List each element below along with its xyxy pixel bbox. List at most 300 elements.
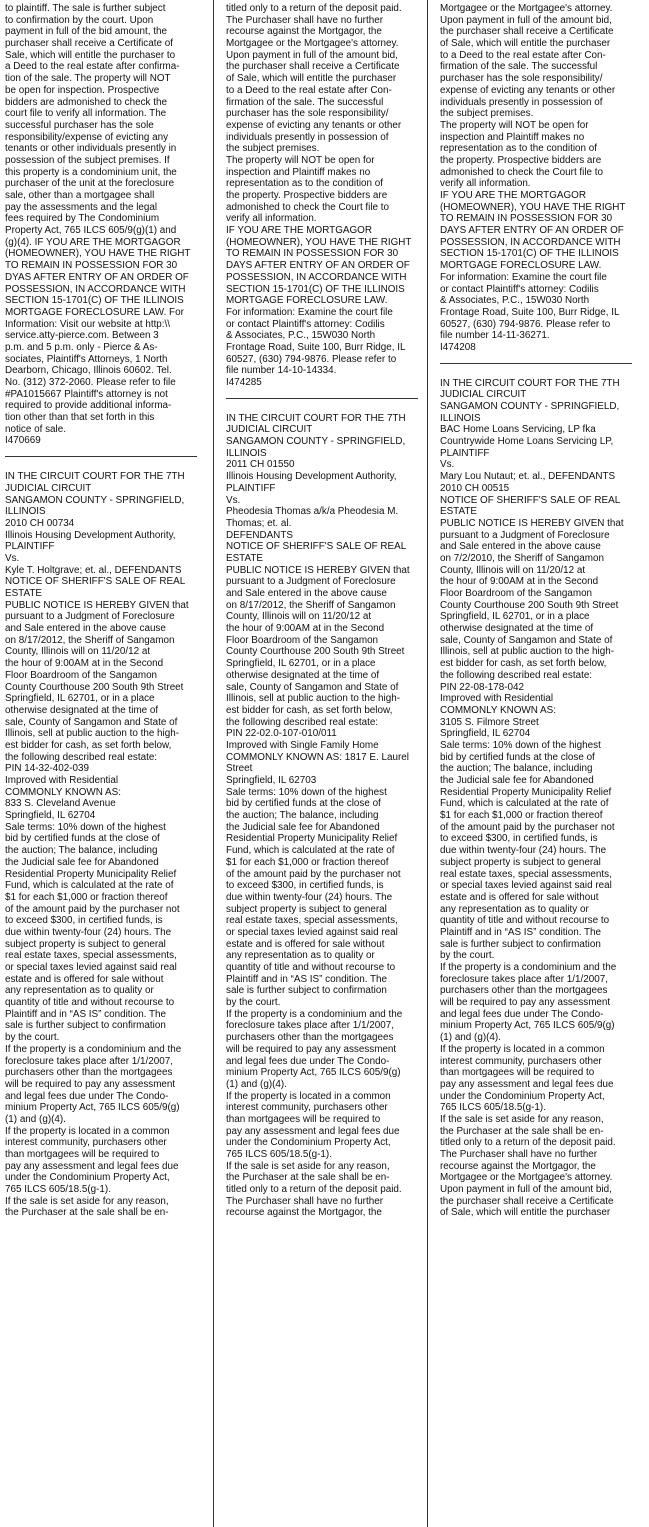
notice-line: purchaser has the sole responsibility/ bbox=[440, 73, 603, 85]
column-3 bbox=[440, 3, 635, 1219]
notice-line: this property is a condominium unit, the bbox=[5, 166, 177, 178]
notice-line: pay the assessments and the legal bbox=[5, 201, 158, 213]
notice-line: to exceed $300, in certified funds, is bbox=[226, 880, 384, 892]
notice-line: SECTION 15-1701(C) OF THE ILLINOIS bbox=[226, 283, 405, 295]
notice-line: DYAS AFTER ENTRY OF AN ORDER OF bbox=[5, 271, 189, 283]
notice-line: real estate taxes, special assessments, bbox=[440, 868, 612, 880]
notice-line: PLAINTIFF bbox=[5, 541, 55, 553]
notice-line: County Courthouse 200 South 9th Street bbox=[440, 599, 619, 611]
notice-line: 765 ILCS 605/18.5(g-1). bbox=[440, 1102, 546, 1114]
notice-line: the following described real estate: bbox=[5, 751, 158, 763]
notice-line: est bidder for cash, as set forth below, bbox=[440, 658, 607, 670]
notice-line: Floor Boardroom of the Sangamon bbox=[226, 634, 379, 646]
notice-line: Street bbox=[226, 763, 253, 775]
notice-line: ESTATE bbox=[5, 588, 42, 599]
notice-line: the hour of 9:00AM at in the Second bbox=[5, 658, 164, 670]
notice-line: Property Act, 765 ILCS 605/9(g)(1) and bbox=[5, 225, 177, 237]
notice-line: Residential Property Municipality Relief bbox=[5, 868, 177, 880]
notice-line: County, Illinois will on 11/20/12 at bbox=[5, 646, 151, 658]
notice-line: Upon payment in full of the amount bid, bbox=[440, 1184, 612, 1196]
notice-line: will be required to pay any assessment bbox=[226, 1043, 397, 1055]
notice-line: Springfield, IL 62701, or in a place bbox=[5, 693, 155, 705]
notice-line: BAC Home Loans Servicing, LP fka bbox=[440, 424, 596, 436]
notice-line: COMMONLY KNOWN AS: 1817 E. Laurel bbox=[226, 751, 409, 763]
notice-line: of the amount paid by the purchaser not bbox=[440, 821, 615, 833]
notice-line: If the sale is set aside for any reason, bbox=[5, 1195, 169, 1207]
notice-line: verify all information. bbox=[226, 213, 317, 225]
notice-line: Upon payment in full of the amount bid, bbox=[226, 49, 398, 61]
notice-line: on 8/17/2012, the Sheriff of Sangamon bbox=[226, 599, 396, 611]
notice-line: ESTATE bbox=[440, 506, 477, 518]
notice-line: Floor Boardroom of the Sangamon bbox=[5, 669, 158, 681]
notice-line: SECTION 15-1701(C) OF THE ILLINOIS bbox=[440, 248, 619, 260]
notice-line: foreclosure takes place after 1/1/2007, bbox=[226, 1020, 394, 1032]
notice-line: tenants or other individuals presently in bbox=[5, 143, 177, 155]
notice-line: Vs. bbox=[440, 459, 455, 471]
notice-line: #PA1015667 Plaintiff's attorney is not bbox=[5, 388, 168, 400]
notice-line: IN THE CIRCUIT COURT FOR THE 7TH bbox=[440, 377, 620, 389]
notice-line: tion other than that set forth in this bbox=[5, 412, 155, 424]
notice-line: If the property is a condominium and the bbox=[440, 962, 617, 973]
notice-line: the subject premises. bbox=[226, 143, 320, 155]
notice-line: to a Deed to the real estate after Con- bbox=[226, 84, 392, 96]
notice-line: est bidder for cash, as set forth below, bbox=[226, 704, 393, 716]
notice-line: or special taxes levied against said real bbox=[5, 962, 177, 973]
notice-line: est bidder for cash, as set forth below, bbox=[5, 739, 172, 751]
notice-line: (HOMEOWNER), YOU HAVE THE RIGHT bbox=[5, 248, 191, 260]
notice-line: Vs. bbox=[226, 494, 241, 506]
notice-line: quantity of title and without recourse to bbox=[5, 997, 175, 1009]
notice-line: the property. Prospective bidders are bbox=[226, 190, 388, 201]
notice-line: sale is further subject to confirmation bbox=[226, 985, 387, 997]
notice-line: Mortgagee or the Mortgagee's attorney. bbox=[226, 38, 399, 50]
notice-line: of Sale, which will entitle the purchaser bbox=[226, 73, 397, 85]
notice-line: (1) and (g)(4). bbox=[5, 1113, 66, 1125]
notice-line: I474208 bbox=[440, 341, 476, 353]
notice-line: JUDICIAL CIRCUIT bbox=[440, 389, 527, 401]
notice-line: Springfield, IL 62704 bbox=[440, 728, 531, 740]
notice-line: individuals presently in possession of bbox=[226, 131, 389, 143]
notice-line: If the property is a condominium and the bbox=[5, 1043, 182, 1055]
notice-line: County Courthouse 200 South 9th Street bbox=[226, 646, 405, 658]
notice-line: DAYS AFTER ENTRY OF AN ORDER OF bbox=[226, 260, 410, 272]
notice-line: the property. Prospective bidders are bbox=[440, 154, 602, 166]
notice-line: firmation of the sale. The successful bbox=[440, 61, 598, 73]
notice-line: purchaser of the unit at the foreclosure bbox=[5, 178, 175, 190]
notice-line: purchaser has the sole responsibility/ bbox=[226, 108, 389, 120]
notice-line: I470669 bbox=[5, 435, 41, 447]
notice-separator bbox=[226, 398, 418, 399]
notice-line: than mortgagees will be required to bbox=[5, 1149, 160, 1160]
notice-line: the Purchaser at the sale shall be en- bbox=[440, 1125, 604, 1137]
notice-line: the purchaser shall receive a Certificate bbox=[440, 1195, 614, 1207]
column-divider bbox=[427, 0, 428, 1527]
notice-line: or contact Plaintiff's attorney: Codilis bbox=[226, 318, 385, 330]
notice-line: bid by certified funds at the close of bbox=[5, 833, 160, 845]
notice-line: 833 S. Cleveland Avenue bbox=[5, 798, 116, 810]
notice-line: Fund, which is calculated at the rate of bbox=[226, 845, 395, 857]
notice-line: any representation as to quality or bbox=[226, 950, 375, 962]
notice-line: 2011 CH 01550 bbox=[226, 459, 295, 471]
notice-line: quantity of title and without recourse to bbox=[226, 962, 396, 973]
notice-line: foreclosure takes place after 1/1/2007, bbox=[440, 973, 608, 985]
notice-line: (1) and (g)(4). bbox=[440, 1032, 501, 1044]
notice-line: any representation as to quality or bbox=[440, 903, 589, 915]
legal-notice bbox=[5, 3, 200, 447]
notice-line: be open for inspection. Prospective bbox=[5, 84, 160, 96]
notice-line: to exceed $300, in certified funds, is bbox=[440, 833, 598, 845]
notice-line: NOTICE OF SHERIFF'S SALE OF REAL bbox=[5, 576, 186, 588]
notice-line: TO REMAIN IN POSSESSION FOR 30 bbox=[5, 260, 178, 272]
notice-line: or contact Plaintiff's attorney: Codilis bbox=[440, 283, 599, 295]
notice-line: SANGAMON COUNTY - SPRINGFIELD, bbox=[440, 401, 620, 412]
notice-line: titled only to a return of the deposit paid. bbox=[440, 1137, 616, 1149]
notice-line: to confirmation by the court. Upon bbox=[5, 14, 154, 26]
notice-line: file number 14-10-14334. bbox=[226, 365, 337, 377]
notice-line: quantity of title and without recourse to bbox=[440, 915, 610, 927]
notice-line: file number 14-11-36271. bbox=[440, 330, 550, 342]
notice-line: otherwise designated at the time of bbox=[5, 704, 159, 716]
notice-line: 3105 S. Filmore Street bbox=[440, 716, 539, 728]
notice-line: will be required to pay any assessment bbox=[440, 997, 611, 1009]
notice-line: COMMONLY KNOWN AS: bbox=[440, 704, 556, 716]
notice-line: the Judicial sale fee for Abandoned bbox=[440, 775, 594, 786]
notice-line: IF YOU ARE THE MORTGAGOR bbox=[226, 225, 372, 237]
notice-line: court file to verify all information. The bbox=[5, 108, 167, 120]
legal-notice bbox=[440, 378, 635, 1220]
notice-line: County Courthouse 200 South 9th Street bbox=[5, 681, 184, 693]
notice-line: interest community, purchasers other bbox=[5, 1137, 167, 1149]
notice-line: Illinois, sell at public auction to the high- bbox=[5, 728, 180, 740]
notice-line: the Judicial sale fee for Abandoned bbox=[5, 856, 159, 868]
notice-line: MORTGAGE FORECLOSURE LAW. bbox=[440, 260, 602, 272]
notice-line: Plaintiff and in “AS IS” condition. The bbox=[226, 973, 388, 985]
notice-line: (HOMEOWNER), YOU HAVE THE RIGHT bbox=[440, 201, 626, 213]
notice-line: NOTICE OF SHERIFF'S SALE OF REAL bbox=[226, 541, 407, 553]
notice-line: estate and is offered for sale without bbox=[5, 973, 164, 985]
notice-line: Illinois Housing Development Authority, bbox=[226, 471, 397, 483]
notice-line: recourse against the Mortgagor, the bbox=[226, 26, 382, 38]
notice-line: the hour of 9:00AM at in the Second bbox=[440, 576, 599, 588]
notice-line: the following described real estate: bbox=[440, 669, 593, 681]
notice-line: sale, County of Sangamon and State of bbox=[440, 634, 613, 646]
notice-line: Sale, which will entitle the purchaser to bbox=[5, 49, 176, 61]
notice-line: 2010 CH 00515 bbox=[440, 482, 510, 494]
notice-line: the subject premises. bbox=[440, 108, 534, 120]
notice-line: POSSESSION, IN ACCORDANCE WITH bbox=[440, 236, 621, 248]
notice-line: Fund, which is calculated at the rate of bbox=[5, 880, 174, 892]
notice-line: County, Illinois will on 11/20/12 at bbox=[440, 564, 586, 576]
notice-line: 60527, (630) 794-9876. Please refer to bbox=[440, 318, 611, 330]
notice-line: p.m. and 5 p.m. only - Pierce & As- bbox=[5, 341, 158, 353]
notice-line: due within twenty-four (24) hours. The bbox=[440, 845, 607, 857]
notice-line: to plaintiff. The sale is further subject bbox=[5, 3, 166, 14]
notice-line: PLAINTIFF bbox=[226, 482, 276, 494]
notice-line: Plaintiff and in “AS IS” condition. The bbox=[5, 1008, 167, 1020]
notice-line: DEFENDANTS bbox=[226, 529, 293, 541]
notice-line: firmation of the sale. The successful bbox=[226, 96, 384, 108]
notice-line: If the sale is set aside for any reason, bbox=[440, 1113, 604, 1125]
notice-line: Mortgagee or the Mortgagee's attorney. bbox=[440, 1172, 613, 1184]
notice-line: ILLINOIS bbox=[5, 506, 46, 518]
notice-line: to exceed $300, in certified funds, is bbox=[5, 915, 163, 927]
notice-line: expense of evicting any tenants or other bbox=[440, 84, 616, 96]
notice-line: bid by certified funds at the close of bbox=[440, 751, 595, 763]
notice-line: Mortgagee or the Mortgagee's attorney. bbox=[440, 3, 613, 14]
notice-line: purchasers other than the mortgagees bbox=[226, 1032, 394, 1044]
notice-line: MORTGAGE FORECLOSURE LAW. bbox=[226, 295, 388, 307]
notice-line: bid by certified funds at the close of bbox=[226, 798, 381, 810]
notice-line: Sale terms: 10% down of the highest bbox=[440, 739, 601, 751]
notice-line: under the Condominium Property Act, bbox=[440, 1090, 605, 1102]
notice-line: PUBLIC NOTICE IS HEREBY GIVEN that bbox=[5, 599, 189, 611]
notice-line: pay any assessment and legal fees due bbox=[226, 1125, 400, 1137]
notice-line: due within twenty-four (24) hours. The bbox=[226, 891, 393, 903]
notice-line: the Purchaser at the sale shall be en- bbox=[226, 1172, 390, 1184]
notice-line: tion of the sale. The property will NOT bbox=[5, 73, 171, 85]
notice-line: Pheodesia Thomas a/k/a Pheodesia M. bbox=[226, 506, 399, 518]
notice-line: Plaintiff and in “AS IS” condition. The bbox=[440, 926, 602, 938]
legal-notice bbox=[226, 413, 421, 1219]
notice-line: interest community, purchasers other bbox=[440, 1055, 602, 1067]
notice-line: No. (312) 372-2060. Please refer to file bbox=[5, 377, 176, 388]
notice-line: sociates, Plaintiff's Attorneys, 1 North bbox=[5, 353, 168, 365]
notice-line: & Associates, P.C., 15W030 North bbox=[226, 330, 376, 342]
notice-line: the Judicial sale fee for Abandoned bbox=[226, 821, 380, 833]
notice-line: JUDICIAL CIRCUIT bbox=[5, 482, 92, 494]
notice-line: sale is further subject to confirmation bbox=[440, 938, 601, 950]
notice-line: minium Property Act, 765 ILCS 605/9(g) bbox=[440, 1020, 615, 1032]
notice-line: Thomas; et. al. bbox=[226, 517, 292, 529]
notice-line: due within twenty-four (24) hours. The bbox=[5, 926, 172, 938]
notice-line: (1) and (g)(4). bbox=[226, 1078, 287, 1090]
notice-line: real estate taxes, special assessments, bbox=[5, 950, 177, 962]
notice-line: titled only to a return of the deposit paid. bbox=[226, 1184, 402, 1196]
notice-line: and legal fees due under The Condo- bbox=[226, 1055, 390, 1067]
notice-line: inspection and Plaintiff makes no bbox=[226, 166, 371, 178]
notice-line: estate and is offered for sale without bbox=[440, 891, 599, 903]
notice-line: IN THE CIRCUIT COURT FOR THE 7TH bbox=[5, 471, 185, 483]
notice-line: Improved with Single Family Home bbox=[226, 739, 379, 751]
notice-line: If the property is located in a common bbox=[5, 1125, 170, 1137]
notice-line: recourse against the Mortgagor, the bbox=[440, 1160, 596, 1172]
notice-line: Springfield, IL 62701, or in a place bbox=[226, 658, 376, 670]
notice-line: Improved with Residential bbox=[5, 775, 119, 786]
notice-line: by the court. bbox=[226, 997, 281, 1009]
notice-line: The Purchaser shall have no further bbox=[226, 14, 383, 26]
notice-line: Illinois, sell at public auction to the high- bbox=[440, 646, 615, 658]
notice-line: NOTICE OF SHERIFF'S SALE OF REAL bbox=[440, 494, 621, 506]
notice-line: subject property is subject to general bbox=[440, 856, 601, 868]
notice-line: IF YOU ARE THE MORTGAGOR bbox=[440, 190, 586, 201]
notice-line: purchasers other than the mortgagees bbox=[440, 985, 608, 997]
notice-line: The property will NOT be open for bbox=[226, 154, 375, 166]
notice-line: Illinois Housing Development Authority, bbox=[5, 529, 176, 541]
notice-line: 765 ILCS 605/18.5(g-1). bbox=[5, 1184, 111, 1196]
notice-line: subject property is subject to general bbox=[226, 903, 387, 915]
notice-line: will be required to pay any assessment bbox=[5, 1078, 176, 1090]
notice-line: estate and is offered for sale without bbox=[226, 938, 385, 950]
notice-line: PLAINTIFF bbox=[440, 447, 490, 459]
notice-line: or special taxes levied against said real bbox=[226, 926, 398, 938]
notice-line: Kyle T. Holtgrave; et. al., DEFENDANTS bbox=[5, 564, 182, 576]
notice-line: any representation as to quality or bbox=[5, 985, 154, 997]
notice-line: representation as to the condition of bbox=[440, 143, 598, 155]
notice-line: The Purchaser shall have no further bbox=[440, 1149, 597, 1160]
notice-line: $1 for each $1,000 or fraction thereof bbox=[5, 891, 168, 903]
notice-line: sale, County of Sangamon and State of bbox=[5, 716, 178, 728]
notice-line: sale, County of Sangamon and State of bbox=[226, 681, 399, 693]
notice-line: Frontage Road, Suite 100, Burr Ridge, IL bbox=[226, 341, 406, 353]
notice-line: the purchaser shall receive a Certificate bbox=[440, 26, 614, 38]
notice-line: Fund, which is calculated at the rate of bbox=[440, 798, 609, 810]
notice-line: on 7/2/2010, the Sheriff of Sangamon bbox=[440, 552, 604, 564]
notice-line: interest community, purchasers other bbox=[226, 1102, 388, 1114]
legal-notice bbox=[440, 3, 635, 354]
notice-line: expense of evicting any tenants or other bbox=[226, 119, 402, 131]
notice-line: recourse against the Mortgagor, the bbox=[226, 1207, 382, 1219]
legal-notice bbox=[5, 471, 200, 1219]
notice-line: real estate taxes, special assessments, bbox=[226, 915, 398, 927]
notice-line: notice of sale. bbox=[5, 423, 66, 435]
notice-line: SANGAMON COUNTY - SPRINGFIELD, bbox=[5, 494, 185, 506]
notice-line: SANGAMON COUNTY - SPRINGFIELD, bbox=[226, 436, 406, 448]
notice-line: POSSESSION, IN ACCORDANCE WITH bbox=[226, 271, 407, 283]
notice-line: admonished to check the Court file to bbox=[440, 166, 604, 178]
notice-line: IN THE CIRCUIT COURT FOR THE 7TH bbox=[226, 412, 406, 424]
notice-line: and legal fees due under The Condo- bbox=[5, 1090, 169, 1102]
notice-line: the following described real estate: bbox=[226, 716, 379, 728]
notice-line: the auction; The balance, including bbox=[5, 845, 158, 857]
notice-line: PIN 14-32-402-039 bbox=[5, 763, 89, 775]
notice-line: If the property is a condominium and the bbox=[226, 1008, 403, 1020]
notice-line: PIN 22-02.0-107-010/011 bbox=[226, 728, 337, 740]
notice-line: successful purchaser has the sole bbox=[5, 119, 154, 131]
notice-line: purchasers other than the mortgagees bbox=[5, 1067, 173, 1079]
notice-line: by the court. bbox=[5, 1032, 60, 1044]
notice-line: minium Property Act, 765 ILCS 605/9(g) bbox=[226, 1067, 401, 1079]
notice-line: TO REMAIN IN POSSESSION FOR 30 bbox=[226, 248, 399, 260]
notice-line: or special taxes levied against said real bbox=[440, 880, 612, 892]
notice-line: inspection and Plaintiff makes no bbox=[440, 131, 585, 143]
notice-line: under the Condominium Property Act, bbox=[5, 1172, 170, 1184]
notice-line: foreclosure takes place after 1/1/2007, bbox=[5, 1055, 173, 1067]
notice-line: ESTATE bbox=[226, 552, 263, 564]
column-divider bbox=[213, 0, 214, 1527]
notice-line: fees required by The Condominium bbox=[5, 213, 160, 225]
notice-line: sale is further subject to confirmation bbox=[5, 1020, 166, 1032]
notice-line: 2010 CH 00734 bbox=[5, 517, 75, 529]
notice-line: Springfield, IL 62704 bbox=[5, 810, 96, 822]
notice-separator bbox=[5, 456, 197, 457]
notice-line: SECTION 15-1701(C) OF THE ILLINOIS bbox=[5, 295, 184, 307]
notice-line: by the court. bbox=[440, 950, 495, 962]
notice-line: responsibility/expense of evicting any bbox=[5, 131, 169, 143]
notice-line: The Purchaser shall have no further bbox=[226, 1195, 383, 1207]
notice-line: than mortgagees will be required to bbox=[440, 1067, 595, 1079]
notice-line: titled only to a return of the deposit paid. bbox=[226, 3, 402, 14]
notice-line: DAYS AFTER ENTRY OF AN ORDER OF bbox=[440, 225, 624, 237]
notice-line: Improved with Residential bbox=[440, 693, 554, 705]
notice-line: pursuant to a Judgment of Foreclosure bbox=[226, 576, 396, 588]
notice-line: to a Deed to the real estate after Con- bbox=[440, 49, 606, 61]
notice-line: the auction; The balance, including bbox=[226, 810, 379, 822]
notice-line: than mortgagees will be required to bbox=[226, 1113, 381, 1125]
notice-line: admonished to check the Court file to bbox=[226, 201, 390, 213]
notice-line: and legal fees due under The Condo- bbox=[440, 1008, 604, 1020]
notice-separator bbox=[440, 363, 632, 364]
notice-line: Springfield, IL 62703 bbox=[226, 775, 317, 786]
notice-line: and Sale entered in the above cause bbox=[5, 623, 166, 635]
notice-line: Residential Property Municipality Relief bbox=[440, 786, 612, 798]
notice-line: on 8/17/2012, the Sheriff of Sangamon bbox=[5, 634, 175, 646]
notice-line: PUBLIC NOTICE IS HEREBY GIVEN that bbox=[226, 564, 410, 576]
notice-line: under the Condominium Property Act, bbox=[226, 1137, 391, 1149]
notice-line: If the property is located in a common bbox=[226, 1090, 391, 1102]
notice-line: If the property is located in a common bbox=[440, 1043, 605, 1055]
notice-line: I474285 bbox=[226, 377, 262, 388]
notice-line: the hour of 9:00AM at in the Second bbox=[226, 623, 385, 635]
notice-line: Floor Boardroom of the Sangamon bbox=[440, 588, 593, 599]
notice-line: of the amount paid by the purchaser not bbox=[5, 903, 180, 915]
notice-line: $1 for each $1,000 or fraction thereof bbox=[226, 856, 389, 868]
notice-line: Springfield, IL 62701, or in a place bbox=[440, 611, 590, 623]
notice-line: bidders are admonished to check the bbox=[5, 96, 167, 108]
notice-line: Frontage Road, Suite 100, Burr Ridge, IL bbox=[440, 306, 620, 318]
notice-line: The property will NOT be open for bbox=[440, 119, 589, 131]
notice-line: POSSESSION, IN ACCORDANCE WITH bbox=[5, 283, 186, 295]
notice-line: minium Property Act, 765 ILCS 605/9(g) bbox=[5, 1102, 180, 1114]
notice-line: COMMONLY KNOWN AS: bbox=[5, 786, 121, 798]
notice-line: purchaser shall receive a Certificate of bbox=[5, 38, 173, 50]
notice-line: County, Illinois will on 11/20/12 at bbox=[226, 611, 372, 623]
legal-notice bbox=[226, 3, 421, 389]
notice-line: Vs. bbox=[5, 552, 20, 564]
notice-line: sale, other than a mortgagee shall bbox=[5, 190, 155, 201]
notice-line: Countrywide Home Loans Servicing LP, bbox=[440, 436, 614, 448]
column-2 bbox=[226, 3, 421, 1219]
notice-line: MORTGAGE FORECLOSURE LAW. For bbox=[5, 306, 184, 318]
notice-line: pursuant to a Judgment of Foreclosure bbox=[440, 529, 610, 541]
notice-line: JUDICIAL CIRCUIT bbox=[226, 424, 313, 436]
notice-line: otherwise designated at the time of bbox=[440, 623, 594, 635]
notice-line: possession of the subject premises. If bbox=[5, 154, 170, 166]
notice-line: a Deed to the real estate after confirma- bbox=[5, 61, 180, 73]
notice-line: Information: Visit our website at http:\\ bbox=[5, 318, 171, 330]
notice-line: (g)(4). IF YOU ARE THE MORTGAGOR bbox=[5, 236, 181, 248]
notice-line: of the amount paid by the purchaser not bbox=[226, 868, 401, 880]
notice-line: of Sale, which will entitle the purchaser bbox=[440, 1207, 611, 1219]
notice-line: representation as to the condition of bbox=[226, 178, 384, 190]
notice-line: PUBLIC NOTICE IS HEREBY GIVEN that bbox=[440, 517, 624, 529]
notice-line: the auction; The balance, including bbox=[440, 763, 593, 775]
notice-line: payment in full of the bid amount, the bbox=[5, 26, 167, 38]
notice-line: $1 for each $1,000 or fraction thereof bbox=[440, 810, 603, 822]
notice-line: required to provide additional informa- bbox=[5, 400, 172, 412]
notice-line: Dearborn, Chicago, Illinois 60602. Tel. bbox=[5, 365, 172, 377]
notice-line: subject property is subject to general bbox=[5, 938, 166, 950]
notice-line: and Sale entered in the above cause bbox=[226, 588, 387, 599]
notice-line: 60527, (630) 794-9876. Please refer to bbox=[226, 353, 397, 365]
notice-line: Mary Lou Nutaut; et. al., DEFENDANTS bbox=[440, 471, 616, 483]
notice-line: pay any assessment and legal fees due bbox=[440, 1078, 614, 1090]
notice-line: ILLINOIS bbox=[440, 412, 481, 424]
notice-line: pay any assessment and legal fees due bbox=[5, 1160, 179, 1172]
notice-line: 765 ILCS 605/18.5(g-1). bbox=[226, 1149, 332, 1160]
notice-line: verify all information. bbox=[440, 178, 531, 190]
notice-line: Sale terms: 10% down of the highest bbox=[226, 786, 387, 798]
notice-line: For information: Examine the court file bbox=[440, 271, 607, 283]
